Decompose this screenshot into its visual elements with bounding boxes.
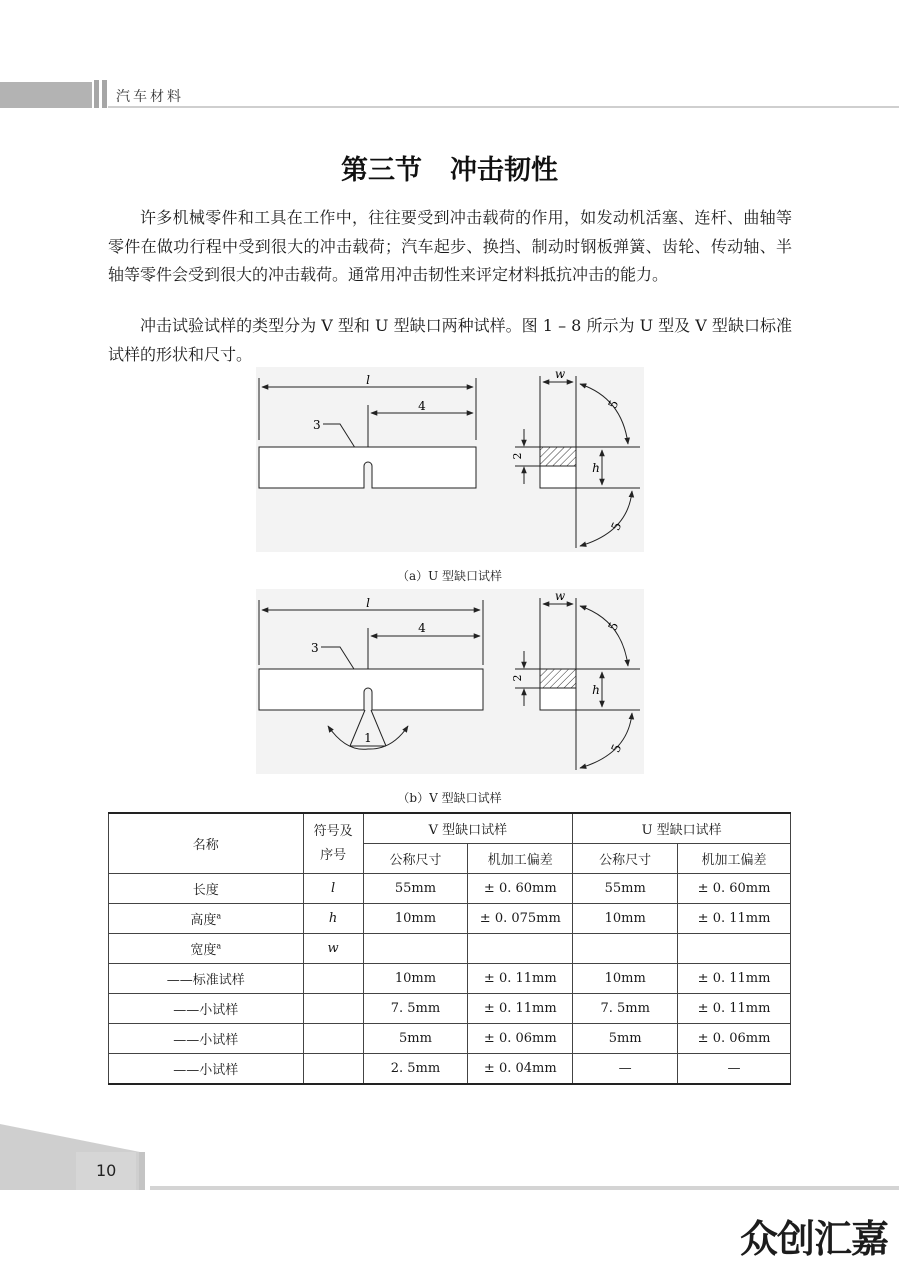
header-v-nominal: 公称尺寸 [363,844,468,874]
cell-v-tolerance: ± 0. 60mm [468,874,573,904]
cell-name: 长度 [109,874,304,904]
cell-v-tolerance: ± 0. 075mm [468,904,573,934]
specimen-dimension-table [108,812,791,1085]
footer-rule [150,1186,899,1190]
figure-b-v-notch [256,589,644,774]
cell-v-nominal: 10mm [363,964,468,994]
header-v-tolerance: 机加工偏差 [468,844,573,874]
cell-v-tolerance: ± 0. 06mm [468,1024,573,1054]
cell-name-text: 宽度 [190,943,217,958]
table-row [109,934,791,964]
cell-v-nominal: 2. 5mm [363,1054,468,1085]
label-3: 3 [311,641,319,655]
cell-symbol [303,994,363,1024]
cell-v-tolerance: ± 0. 04mm [468,1054,573,1085]
header-bar [94,80,99,108]
cell-u-nominal [573,934,678,964]
header-rule [108,106,899,108]
cell-v-nominal: 7. 5mm [363,994,468,1024]
cell-name: ——小试样 [109,994,304,1024]
figure-b-caption: （b）V 型缺口试样 [397,791,502,805]
label-l: l [366,373,370,387]
cell-v-tolerance: ± 0. 11mm [468,994,573,1024]
label-h: h [592,683,600,697]
paragraph-1: 许多机械零件和工具在工作中，往往要受到冲击载荷的作用，如发动机活塞、连杆、曲轴等零件在做功行程中受到很大的冲击载荷；汽车起步、换挡、制动时钢板弹簧、齿轮、传动轴、半轴等零件会受到很大的冲击载荷。通常用冲击韧性来评定材料抵抗冲击的能力。 [108,208,792,284]
notch-hatch [540,669,576,688]
cell-u-nominal: 7. 5mm [573,994,678,1024]
cell-name: ——标准试样 [109,964,304,994]
cell-v-nominal [363,934,468,964]
label-4: 4 [418,399,426,413]
label-2: 2 [511,452,524,460]
header-name: 名称 [109,813,304,874]
footnote-marker: a [216,911,222,921]
header-bar [102,80,107,108]
cell-u-tolerance [678,934,791,964]
running-title: 汽车材料 [116,89,184,105]
table-row [109,994,791,1024]
header-u-tolerance: 机加工偏差 [678,844,791,874]
cell-v-nominal: 55mm [363,874,468,904]
table-row [109,964,791,994]
cell-u-tolerance: ± 0. 11mm [678,904,791,934]
label-5: 5 [608,519,625,533]
cell-name-text: 高度 [190,913,217,928]
cell-u-tolerance: ± 0. 11mm [678,994,791,1024]
cell-name: ——小试样 [109,1054,304,1085]
table-row [109,1054,791,1085]
cell-v-nominal: 10mm [363,904,468,934]
cell-u-nominal: 10mm [573,964,678,994]
figure-a-u-notch [256,367,644,552]
cell-u-tolerance: ± 0. 60mm [678,874,791,904]
label-h: h [592,461,600,475]
header-symbol-line2: 序号 [320,847,347,863]
page-number: 10 [76,1152,136,1190]
notch-hatch [540,447,576,466]
table-row [109,904,791,934]
header-symbol-line1: 符号及 [313,823,353,839]
footnote-marker: a [216,941,222,951]
cell-u-nominal: 10mm [573,904,678,934]
section-title [0,148,899,187]
cell-v-tolerance [468,934,573,964]
cell-symbol: l [303,874,363,904]
cell-u-tolerance: ± 0. 06mm [678,1024,791,1054]
cell-u-tolerance: ± 0. 11mm [678,964,791,994]
figure-a-caption: （a）U 型缺口试样 [396,569,503,583]
header-v-group: V 型缺口试样 [363,813,573,844]
cell-symbol [303,1024,363,1054]
watermark-logo: 众创汇嘉 [740,1217,889,1261]
label-5: 5 [605,619,622,633]
cell-symbol [303,964,363,994]
cell-u-tolerance: — [678,1054,791,1085]
label-l: l [366,596,370,610]
cell-symbol [303,1054,363,1085]
label-5: 5 [605,397,622,411]
label-w: w [554,367,566,381]
section-number: 第三节 [341,155,422,186]
header-u-nominal: 公称尺寸 [573,844,678,874]
header-symbol [303,813,363,874]
table-row [109,874,791,904]
label-1: 1 [364,731,372,745]
header-gray-block [0,82,92,108]
cell-v-nominal: 5mm [363,1024,468,1054]
cell-symbol: h [303,904,363,934]
label-3: 3 [313,418,321,432]
cell-name [109,934,304,964]
label-5: 5 [608,741,625,755]
label-4: 4 [418,621,426,635]
cell-u-nominal: 55mm [573,874,678,904]
label-2: 2 [511,674,524,682]
footer-bar [139,1152,145,1190]
cell-u-nominal: — [573,1054,678,1085]
cell-name [109,904,304,934]
section-name: 冲击韧性 [450,155,558,186]
cell-name: ——小试样 [109,1024,304,1054]
label-w: w [554,589,566,603]
cell-u-nominal: 5mm [573,1024,678,1054]
header-u-group: U 型缺口试样 [573,813,791,844]
paragraph-2: 冲击试验试样的类型分为 V 型和 U 型缺口两种试样。图 1 – 8 所示为 U 型及 V 型缺口标准试样的形状和尺寸。 [108,316,792,364]
table-row [109,1024,791,1054]
cell-v-tolerance: ± 0. 11mm [468,964,573,994]
cell-symbol: w [303,934,363,964]
